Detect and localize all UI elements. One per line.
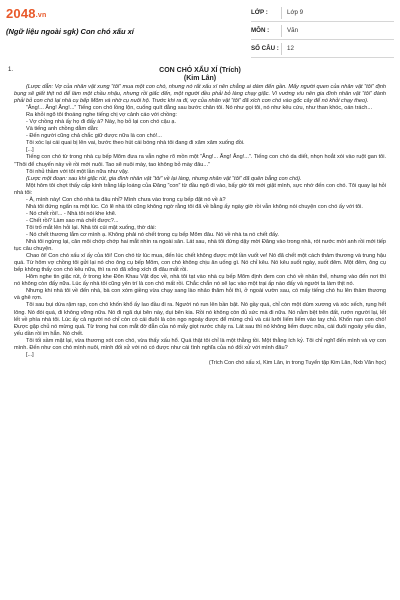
story-paragraph: Tôi trố mắt lên hỏi lại. Nhà tôi cúi mặt xuống, thờ dài: xyxy=(26,224,157,231)
story-paragraph: Chao ôi! Con chó xấu xí ấy của tôi! Con chó từ lúc mua, đến lúc chết không được một lần vuốt ve! Nó đã chết một cách thảm thương và trung hậu quá. Từ hôm vợ chồng tôi gửi lại nó cho ông cụ bếp Mõm, con chó không chịu ăn uống gì. Nó chỉ kêu. Nó kêu suốt ngày, suốt đêm. Một đêm, ông cụ bếp không thấy con chó kêu nữa, thì ra nó đã xổng xích đi đâu mất rồi. xyxy=(14,253,386,274)
story-paragraph: Nhà tôi ngừng lại, cân môi chớp chớp hai mắt nhìn ra ngoài sân. Lát sau, nhà tôi đứng dậy mời Đăng vào trong nhà, rót nước mời anh rồi mới tiếp tục câu chuyện. xyxy=(14,239,386,253)
story-paragraph: Tôi xóc lại cái quai bị lên vai, bước theo hút cái bóng nhà tôi đang đi xăm xăm xuống đồi. xyxy=(26,140,245,147)
story-paragraph: (Lược dẫn: Vợ của nhân vật xưng “tôi” mua một con chó, nhưng nó rất xấu xí nên chẳng ai dám đến gần. Mấy người quen của nhân vật “tôi” định bụng sẽ giết thịt nó để làm một chầu nhậu, nhưng rồi giấc đến, một người đều phải bỏ làng chạy giặc. Vì vướng víu nên gia đình nhân vật “tôi” đành phải bỏ con chó lại nhà cụ bếp Mõm và nhờ cụ nuôi hộ. Trước khi ra đi, vợ của nhân vật “tôi” đã xích con chó vào gốc cây để nó khỏi chạy theo). xyxy=(14,84,386,105)
story-paragraph: (Lược một đoạn: sau khi giặc rút, gia đình nhân vật “tôi” về lại làng, nhưng nhân vật “tôi” đã quên bẵng con chó). xyxy=(26,175,302,182)
story-paragraph: Và tiếng anh chồng dằm dằn: xyxy=(26,126,99,133)
story-author: (Kim Lân) xyxy=(183,75,217,82)
meta-key: SỐ CÂU : xyxy=(251,45,279,52)
story-paragraph: [...] xyxy=(26,351,34,358)
story-paragraph: Nhưng khi nhà tôi về đến nhà, bà con xóm giềng vừa chạy sang lào nhảo thăm hỏi thì, ở ngoài vườn sau, có mấy tiếng chó hu lên thảm thương và ghê rợn. xyxy=(14,288,386,302)
meta-divider xyxy=(281,7,282,19)
story-paragraph: - Nó chết thương lắm cơ mình ạ. Không phải nó chết trong cụ bếp Mõm đâu. Nó về nhà ta nó chết đấy. xyxy=(26,231,279,238)
meta-value: 12 xyxy=(287,45,294,52)
story-paragraph: Tiếng con chó từ trong nhà cụ bếp Mõm đưa ra vẫn nghe rõ mồn một “Ẳng!... Ẳng! Ẳng!...”. Tiếng con chó da diết, nhọn hoắt xói vào ruột gan tôi. “Thôi để chuyến này về rồi mới nuôi. Tao sẽ nuôi mày, tao không bỏ mày đâu...” xyxy=(14,154,386,168)
story-paragraph: Tôi sau bụi dứa rậm rạp, con chó khốn khổ ấy lao đầu đi ra. Người nó run lên bần bật. Nó gầy quá, chỉ còn một dúm xương và xóc xếch, rụng hết lông. Nó đói quá, đi không vững nữa. Nó đi ngã dụi bên này, dụi bên kia. Rồi nó không còn đủ sức mà đi nữa. Nó nằm bệt trên đất, rướn người lại, lết lết về phía nhà tôi. Lúc ấy cả người nó chỉ còn có cái đuôi là còn ngo ngoáy được để mừng chủ và cái lưỡi liếm liếm vào tay chủ. Khốn nạn con chó! Được gặp chủ nó mừng quá. Từ trong hai con mắt đờ đẫn của nó mấy giọt nước chảy ra. Lát sau thì nó không liếm được nữa, cái đuôi ngoáy yếu dần, yếu dần rồi im hẳn. Nó chết. xyxy=(14,302,386,337)
story-paragraph: - Nó chết rồi!... - Nhà tôi nói khe khẽ. xyxy=(26,210,117,217)
meta-row-class xyxy=(251,4,394,22)
meta-row-subject xyxy=(251,22,394,40)
story-paragraph: Ra khỏi ngõ tôi thoáng nghe tiếng chị vợ cảnh cáo với chồng: xyxy=(26,112,177,119)
story-paragraph: Nhà tôi đứng ngẩn ra một lúc. Có lẽ nhà tôi cũng không ngờ rằng tôi đã về bằng ấy ngày giờ rồi vẫn không nói chuyện con chó ấy với tôi. xyxy=(26,203,363,210)
story-paragraph: Tôi tối sầm mặt lại, vừa thương xót con chó, vừa thấy xấu hổ. Quá thật tôi chỉ là một thằng tồi. Một thằng ích kỷ. Tôi chỉ nghĩ đến mình và vợ con mình. Đến như con chó mình nuôi, mình đối xử với nó có được như cái tình nghĩa của nó đối xử với mình đâu? xyxy=(14,337,386,351)
meta-table xyxy=(251,4,394,58)
story-paragraph: “Ẳng!... Ẳng! Ẳng!...” Tiếng con chó lồng lộn, cuống quít đằng sau bước chân tôi. Nó như gọi tôi, nó như kêu cứu, như than khóc, oán trách... xyxy=(26,105,372,112)
document-title: (Ngữ liệu ngoài sgk) Con chó xấu xí xyxy=(6,27,134,36)
meta-value: Lớp 9 xyxy=(287,9,304,16)
story-paragraph: Tôi nhủ thầm với tôi một lần nữa như vậy. xyxy=(26,168,129,175)
story-paragraph: [...] xyxy=(26,147,34,154)
story-paragraph: Một hôm tôi chợt thấy cấp kính trằng lấp loáng của Đăng “con” từ đầu ngõ đi vào, bấy giờ tôi mới giật mình, sực nhớ đến con chó. Tôi quay lại hỏi nhà tôi: xyxy=(14,182,386,196)
story-paragraph: Hôm nghe tin giặc rút, ở trong khe Đôn Khau Vật đọc về, nhà tôi tạt vào nhà cụ bếp Mõm định đem con chó về nhân thể, nhưng vào đến nơi thì nó không còn đấy nữa. Lúc ấy nhà tôi cũng yên trí là con chó mất rồi. Chắc chắn nó sẽ lạc vào một trại ấp nào đấy và người ta làm thịt nó. xyxy=(14,274,386,288)
logo-suffix: .vn xyxy=(35,12,47,19)
question-content xyxy=(8,67,386,367)
story-paragraph: - À, mình này! Con chó nhà ta đâu nhỉ? Mình chưa vào trong cụ bếp đặt nó về à? xyxy=(26,196,226,203)
meta-key: MÔN : xyxy=(251,27,270,34)
meta-divider xyxy=(281,25,282,37)
meta-row-count xyxy=(251,40,394,58)
meta-divider xyxy=(281,43,282,55)
story-title: CON CHÓ XẤU XÍ (Trích) xyxy=(159,67,241,74)
logo-main: 2048 xyxy=(6,6,36,21)
story-paragraph: - Vợ chồng nhà ấy họ đi đấy à? Này, họ bỏ lại con chó cậu ạ. xyxy=(26,119,177,126)
question-number: 1. xyxy=(8,67,14,73)
story-paragraph: - Chết rồi? Làm sao mà chết được?... xyxy=(26,217,119,224)
story-text xyxy=(14,84,386,359)
meta-value: Văn xyxy=(287,27,299,34)
meta-key: LỚP : xyxy=(251,9,268,16)
story-paragraph: - Đến người cũng chả chắc giữ được nữa là con chó!... xyxy=(26,133,162,140)
site-logo[interactable] xyxy=(6,6,46,21)
story-source: (Trích Con chó xấu xí, Kim Lân, in trong Tuyển tập Kim Lân, Nxb Văn học) xyxy=(208,359,386,366)
page-header xyxy=(0,0,400,62)
